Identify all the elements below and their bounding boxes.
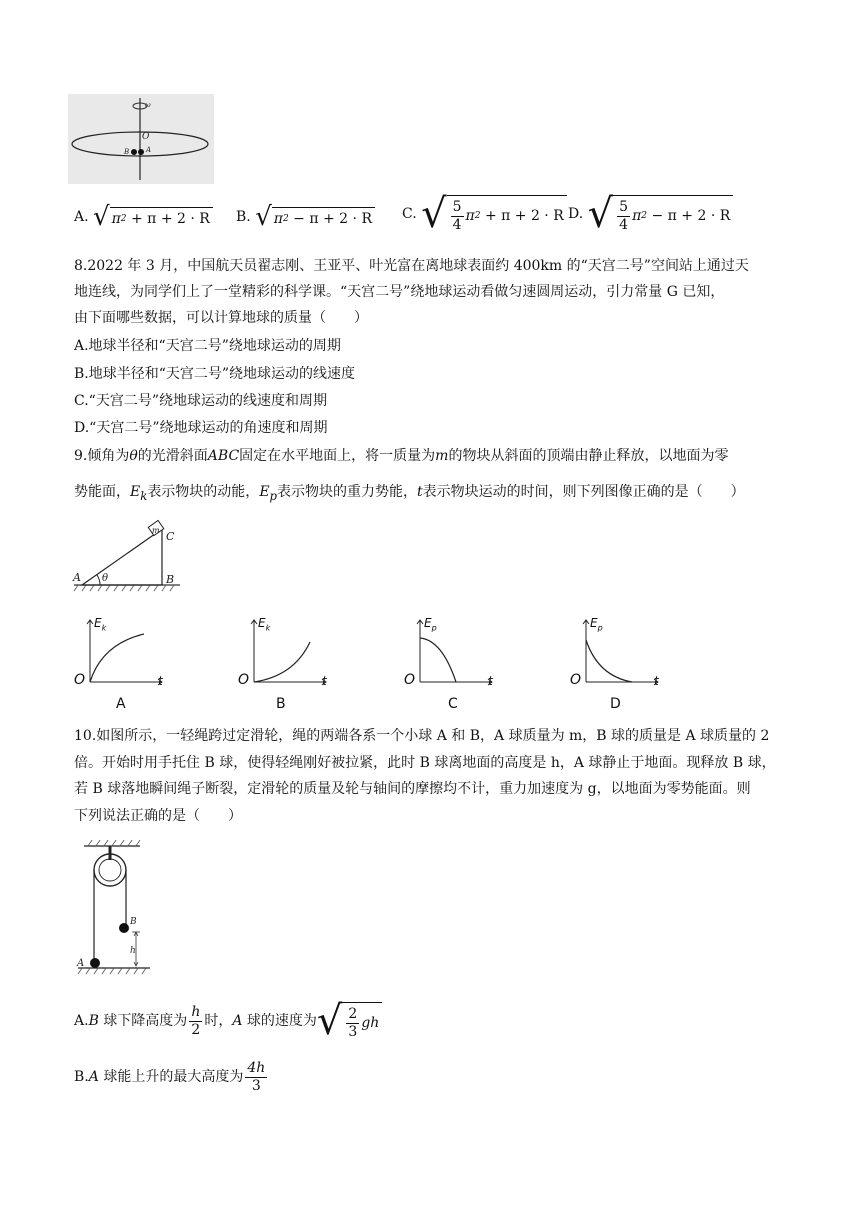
q9-t: t: [417, 484, 423, 500]
q7-o-label: O: [142, 132, 150, 142]
q7-option-c[interactable]: C. √ $\frac{5}{4}$ π 2 + π + 2 · R: [402, 194, 567, 234]
q7-option-b-pi: π: [273, 211, 283, 227]
q9-incline-drawing: [70, 515, 182, 595]
q10-pulley-figure: [74, 840, 154, 976]
q7-option-d-num: 5: [619, 198, 629, 215]
q10-option-b-text: 球能上升的最大高度为: [98, 1069, 244, 1085]
q9-graph-b-origin: O: [238, 672, 250, 688]
q9-line2-a: 势能面，: [74, 484, 130, 500]
q7-option-b-body: − π + 2 · R: [293, 211, 372, 227]
q10-option-a-text1: 球下降高度为: [98, 1013, 188, 1029]
q9-fig-b-label: B: [166, 573, 175, 586]
q10-option-b-a: A: [88, 1069, 99, 1085]
q10-option-b-letter: B.: [74, 1069, 89, 1085]
q9-abc: ABC: [207, 448, 240, 464]
q10-fig-b-label: B: [130, 917, 137, 927]
q10-option-a-b: B: [88, 1013, 99, 1029]
q9-graph-a-plot: [72, 614, 172, 694]
q10-option-b[interactable]: [74, 1056, 269, 1100]
q10-option-b-frac: $\frac{4h}{3}$: [247, 1059, 266, 1094]
q9-m: m: [435, 448, 449, 464]
q9-graph-d-letter: D: [610, 696, 621, 712]
q9-graph-b-xlabel: t: [322, 674, 327, 688]
q9-line2-c: 表示物块的重力势能，: [277, 484, 418, 500]
q10-fig-a-label: A: [77, 958, 85, 969]
q7-disc-drawing: [68, 94, 214, 184]
q9-graph-c-letter: C: [448, 696, 458, 712]
q10-option-a-a: A: [232, 1013, 243, 1029]
q9-graph-c-ylabel: $E_p$: [424, 616, 437, 633]
q9-graph-b[interactable]: [236, 614, 336, 714]
q10-pulley-drawing: [74, 840, 154, 976]
q9-fig-c-label: C: [166, 530, 175, 543]
q10-stem-line-4: 下列说法正确的是（ ）: [74, 808, 242, 824]
q9-theta: θ: [129, 448, 138, 464]
q10-option-a[interactable]: [74, 1000, 382, 1044]
q7-a-label: A: [146, 146, 152, 154]
q10-option-a-frac: $\frac{h}{2}$: [191, 1003, 201, 1038]
q9-stem-line-2: [74, 482, 745, 506]
q9-graph-d-origin: O: [570, 672, 582, 688]
q8-option-b[interactable]: B.地球半径和“天宫二号”绕地球运动的线速度: [74, 366, 356, 382]
q8-stem-line-3: 由下面哪些数据，可以计算地球的质量（ ）: [74, 310, 368, 326]
q9-fig-m-label: m: [152, 526, 160, 535]
q7-option-a[interactable]: A. √ π 2 + π + 2 · R: [74, 204, 213, 230]
q9-graph-c-xlabel: t: [488, 674, 493, 688]
q8-stem-line-2: 地连线，为同学们上了一堂精彩的科学课。“天宫二号”绕地球运动看做匀速圆周运动，引力常量 G 已知，: [74, 284, 725, 300]
q8-stem-line-1: 8.2022 年 3 月，中国航天员翟志刚、王亚平、叶光富在离地球表面约 400km 的“天宫二号”空间站上通过天: [74, 258, 749, 274]
q9-ek: E: [130, 484, 141, 500]
q7-option-d-body: − π + 2 · R: [651, 208, 731, 224]
q9-graph-a-ylabel: $E_k$: [94, 616, 107, 633]
q7-omega-label: ω: [145, 101, 151, 109]
q10-option-a-letter: A.: [74, 1013, 89, 1029]
q9-line1-d: 的物块从斜面的顶端由静止释放，以地面为零: [448, 448, 729, 464]
q7-option-c-num: 5: [452, 198, 462, 215]
q9-graph-c[interactable]: [402, 614, 502, 714]
q10-stem-line-1: 10.如图所示，一轻绳跨过定滑轮，绳的两端各系一个小球 A 和 B，A 球质量为 m，B 球的质量是 A 球质量的 2: [74, 728, 770, 744]
q9-graph-a-origin: O: [74, 672, 86, 688]
q9-line2-b: 表示物块的动能，: [147, 484, 260, 500]
q7-option-a-body: + π + 2 · R: [130, 211, 210, 227]
q9-graph-a-letter: A: [116, 696, 126, 712]
q7-option-d-letter: D.: [568, 206, 584, 222]
q9-fig-a-label: A: [73, 571, 81, 584]
q10-fig-h-label: h: [130, 946, 136, 956]
q9-line1-b: 的光滑斜面: [137, 448, 208, 464]
q9-graph-a[interactable]: [72, 614, 172, 714]
q9-graph-c-plot: [402, 614, 502, 694]
q7-option-c-body: + π + 2 · R: [484, 208, 564, 224]
q9-incline-figure: [70, 515, 182, 595]
q9-ep: E: [259, 484, 270, 500]
q10-stem-line-3: 若 B 球落地瞬间绳子断裂，定滑轮的质量及轮与轴间的摩擦均不计，重力加速度为 g，以地面为零势能面。则: [74, 781, 751, 797]
q9-graph-b-ylabel: $E_k$: [258, 616, 271, 633]
q8-option-a[interactable]: A.地球半径和“天宫二号”绕地球运动的周期: [74, 338, 341, 354]
q10-stem-line-2: 倍。开始时用手托住 B 球，使得轻绳刚好被拉紧，此时 B 球离地面的高度是 h，A 球静止于地面。现释放 B 球，: [74, 755, 776, 771]
q7-option-c-letter: C.: [402, 206, 417, 222]
q9-ep-sub: p: [269, 488, 278, 503]
q7-disc-figure: [68, 94, 214, 184]
q9-line1-c: 固定在水平地面上，将一质量为: [239, 448, 436, 464]
q7-option-b-letter: B.: [236, 209, 251, 225]
q9-graph-b-letter: B: [276, 696, 286, 712]
q9-graph-d-ylabel: $E_p$: [590, 616, 603, 633]
q7-b-label: B: [124, 148, 130, 156]
q9-fig-theta-label: θ: [102, 573, 109, 584]
q10-option-a-sqrt: √ $\frac{2}{3}$ gh: [317, 1001, 382, 1041]
q9-graph-d-plot: [568, 614, 668, 694]
q9-stem-line-1: [74, 446, 728, 466]
q9-line2-d: 表示物块运动的时间，则下列图像正确的是（ ）: [422, 484, 745, 500]
q7-option-a-letter: A.: [74, 209, 89, 225]
q10-option-a-text2: 时，: [204, 1013, 233, 1029]
q9-ek-sub: k: [140, 488, 148, 503]
q7-option-d-den: 4: [619, 216, 629, 233]
q9-graph-d[interactable]: [568, 614, 668, 714]
q9-line1-a: 9.倾角为: [74, 448, 130, 464]
q9-graph-b-plot: [236, 614, 336, 694]
q7-option-b[interactable]: B. √ π 2 − π + 2 · R: [236, 204, 375, 230]
q8-option-d[interactable]: D.“天宫二号”绕地球运动的角速度和周期: [74, 420, 328, 436]
q9-graph-a-xlabel: t: [158, 674, 163, 688]
q7-option-a-pi: π: [111, 211, 121, 227]
q8-option-c[interactable]: C.“天宫二号”绕地球运动的线速度和周期: [74, 393, 327, 409]
q10-option-a-text3: 球的速度为: [242, 1013, 317, 1029]
q7-option-c-den: 4: [452, 216, 462, 233]
q9-graph-d-xlabel: t: [654, 674, 659, 688]
q7-option-d[interactable]: D. √ $\frac{5}{4}$ π 2 − π + 2 · R: [568, 194, 733, 234]
q9-graph-c-origin: O: [404, 672, 416, 688]
